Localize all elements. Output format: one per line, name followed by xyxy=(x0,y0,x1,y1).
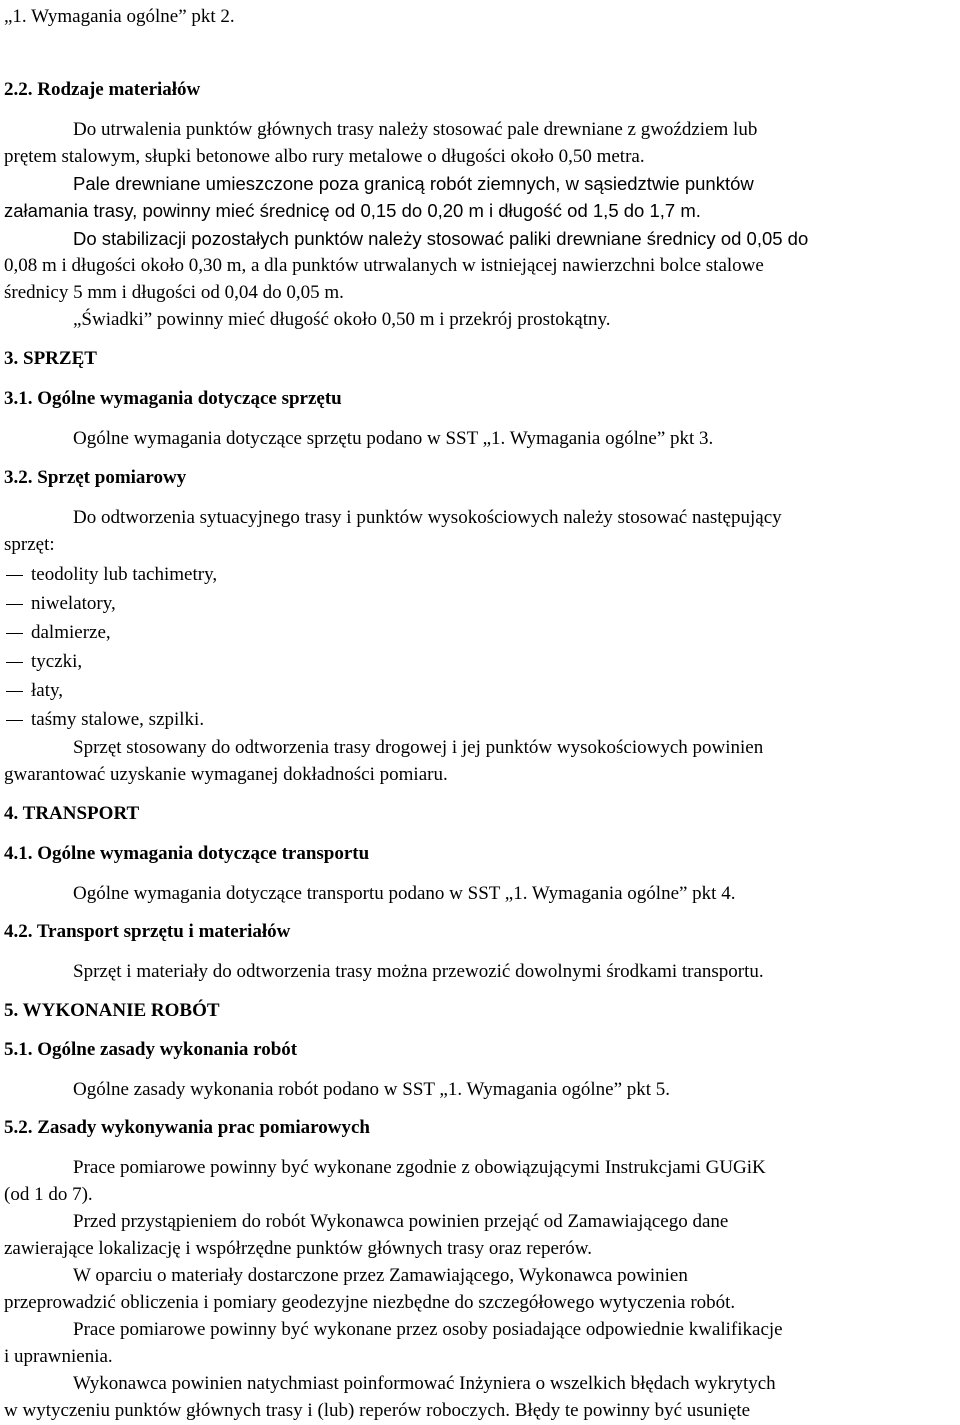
dash-bullet xyxy=(6,691,23,692)
text-line: „Świadki” powinny mieć długość około 0,50 m i przekrój prostokątny. xyxy=(73,309,611,330)
text-line: „1. Wymagania ogólne” pkt 2. xyxy=(4,6,235,27)
text-line: średnicy 5 mm i długości od 0,04 do 0,05 m. xyxy=(4,282,344,303)
text-line: Przed przystąpieniem do robót Wykonawca powinien przejąć od Zamawiającego dane xyxy=(73,1211,729,1232)
text-line: Do odtworzenia sytuacyjnego trasy i punktów wysokościowych należy stosować następujący xyxy=(73,507,782,528)
text-line: Ogólne wymagania dotyczące sprzętu podano w SST „1. Wymagania ogólne” pkt 3. xyxy=(73,428,714,449)
text-line: Do stabilizacji pozostałych punktów należy stosować paliki drewniane średnicy od 0,05 do xyxy=(73,228,809,249)
text-line: w wytyczeniu punktów głównych trasy i (lub) reperów roboczych. Błędy te powinny być usunięte xyxy=(4,1400,751,1421)
section-heading-2-2: 2.2. Rodzaje materiałów xyxy=(4,79,201,100)
text-line: Pale drewniane umieszczone poza granicą robót ziemnych, w sąsiedztwie punktów xyxy=(73,173,754,194)
text-line: (od 1 do 7). xyxy=(4,1184,93,1205)
text-line: Prace pomiarowe powinny być wykonane zgodnie z obowiązującymi Instrukcjami GUGiK xyxy=(73,1157,766,1178)
section-heading-5-1: 5.1. Ogólne zasady wykonania robót xyxy=(4,1039,298,1060)
text-line: W oparciu o materiały dostarczone przez Zamawiającego, Wykonawca powinien xyxy=(73,1265,688,1286)
text-line: Ogólne zasady wykonania robót podano w SST „1. Wymagania ogólne” pkt 5. xyxy=(73,1079,671,1100)
text-line: przeprowadzić obliczenia i pomiary geodezyjne niezbędne do szczegółowego wytyczenia robót. xyxy=(4,1292,736,1313)
dash-bullet xyxy=(6,604,23,605)
text-line: sprzęt: xyxy=(4,534,55,555)
section-heading-5: 5. WYKONANIE ROBÓT xyxy=(4,1000,220,1021)
section-heading-4-2: 4.2. Transport sprzętu i materiałów xyxy=(4,921,291,942)
section-heading-3-2: 3.2. Sprzęt pomiarowy xyxy=(4,467,187,488)
text-line: 0,08 m i długości około 0,30 m, a dla punktów utrwalanych w istniejącej nawierzchni bolce stalowe xyxy=(4,255,764,276)
dash-bullet xyxy=(6,633,23,634)
dash-bullet xyxy=(6,720,23,721)
section-heading-5-2: 5.2. Zasady wykonywania prac pomiarowych xyxy=(4,1117,370,1138)
text-line: Do utrwalenia punktów głównych trasy należy stosować pale drewniane z gwoździem lub xyxy=(73,119,758,140)
section-heading-4: 4. TRANSPORT xyxy=(4,803,140,824)
section-heading-4-1: 4.1. Ogólne wymagania dotyczące transportu xyxy=(4,843,370,864)
text-line: Sprzęt stosowany do odtworzenia trasy drogowej i jej punktów wysokościowych powinien xyxy=(73,737,764,758)
text-line: zawierające lokalizację i współrzędne punktów głównych trasy oraz reperów. xyxy=(4,1238,593,1259)
text-line: Wykonawca powinien natychmiast poinformować Inżyniera o wszelkich błędach wykrytych xyxy=(73,1373,776,1394)
dash-bullet xyxy=(6,662,23,663)
section-heading-3: 3. SPRZĘT xyxy=(4,348,97,369)
text-line: gwarantować uzyskanie wymaganej dokładności pomiaru. xyxy=(4,764,448,785)
text-line: Sprzęt i materiały do odtworzenia trasy można przewozić dowolnymi środkami transportu. xyxy=(73,961,764,982)
dash-bullet xyxy=(6,575,23,576)
text-line: załamania trasy, powinny mieć średnicę od 0,15 do 0,20 m i długość od 1,5 do 1,7 m. xyxy=(4,200,701,221)
text-line: prętem stalowym, słupki betonowe albo rury metalowe o długości około 0,50 metra. xyxy=(4,146,645,167)
text-line: Ogólne wymagania dotyczące transportu podano w SST „1. Wymagania ogólne” pkt 4. xyxy=(73,883,736,904)
text-line: Prace pomiarowe powinny być wykonane przez osoby posiadające odpowiednie kwalifikacje xyxy=(73,1319,783,1340)
document-page: „1. Wymagania ogólne” pkt 2. 2.2. Rodzaje materiałów Do utrwalenia punktów głównych trasy należy stosować pale drewniane z gwoździem lub prętem stalowym, słupki betonowe albo rury metalowe o długości około 0,50 metra. Pale drewniane umieszczone poza granicą robót ziemnych, w sąsiedztwie punktów załamania trasy, powinny mieć średnicę od 0,15 do 0,20 m i długość od 1,5 do 1,7 m. Do stabilizacji pozostałych punktów należy stosować paliki drewniane średnicy od 0,05 do 0,08 m i długości około 0,30 m, a dla punktów utrwalanych w istniejącej nawierzchni bolce stalowe średnicy 5 mm i długości od 0,04 do 0,05 m. „Świadki” powinny mieć długość około 0,50 m i przekrój prostokątny. 3. SPRZĘT 3.1. Ogólne wymagania dotyczące sprzętu Ogólne wymagania dotyczące sprzętu podano w SST „1. Wymagania ogólne” pkt 3. 3.2. Sprzęt pomiarowy Do odtworzenia sytuacyjnego trasy i punktów wysokościowych należy stosować następujący sprzęt: teodolity lub tachimetry, niwelatory, dalmierze, tyczki, łaty, taśmy stalowe, szpilki. Sprzęt stosowany do odtworzenia trasy drogowej i jej punktów wysokościowych powinien gwarantować uzyskanie wymaganej dokładności pomiaru. 4. TRANSPORT 4.1. Ogólne wymagania dotyczące transportu Ogólne wymagania dotyczące transportu podano w SST „1. Wymagania ogólne” pkt 4. 4.2. Transport sprzętu i materiałów Sprzęt i materiały do odtworzenia trasy można przewozić dowolnymi środkami transportu. 5. WYKONANIE ROBÓT 5.1. Ogólne zasady wykonania robót Ogólne zasady wykonania robót podano w SST „1. Wymagania ogólne” pkt 5. 5.2. Zasady wykonywania prac pomiarowych Prace pomiarowe powinny być wykonane zgodnie z obowiązującymi Instrukcjami GUGiK (od 1 do 7). Przed przystąpieniem do robót Wykonawca powinien przejąć od Zamawiającego dane zawierające lokalizację i współrzędne punktów głównych trasy oraz reperów. W oparciu o materiały dostarczone przez Zamawiającego, Wykonawca powinien przeprowadzić obliczenia i pomiary geodezyjne niezbędne do szczegółowego wytyczenia robót. Prace pomiarowe powinny być wykonane przez osoby posiadające odpowiednie kwalifikacje i uprawnienia. Wykonawca powinien natychmiast poinformować Inżyniera o wszelkich błędach wykrytych w wytyczeniu punktów głównych trasy i (lub) reperów roboczych. Błędy te powinny być usunięte xyxy=(0,0,960,1425)
section-heading-3-1: 3.1. Ogólne wymagania dotyczące sprzętu xyxy=(4,388,342,409)
text-line: i uprawnienia. xyxy=(4,1346,113,1367)
